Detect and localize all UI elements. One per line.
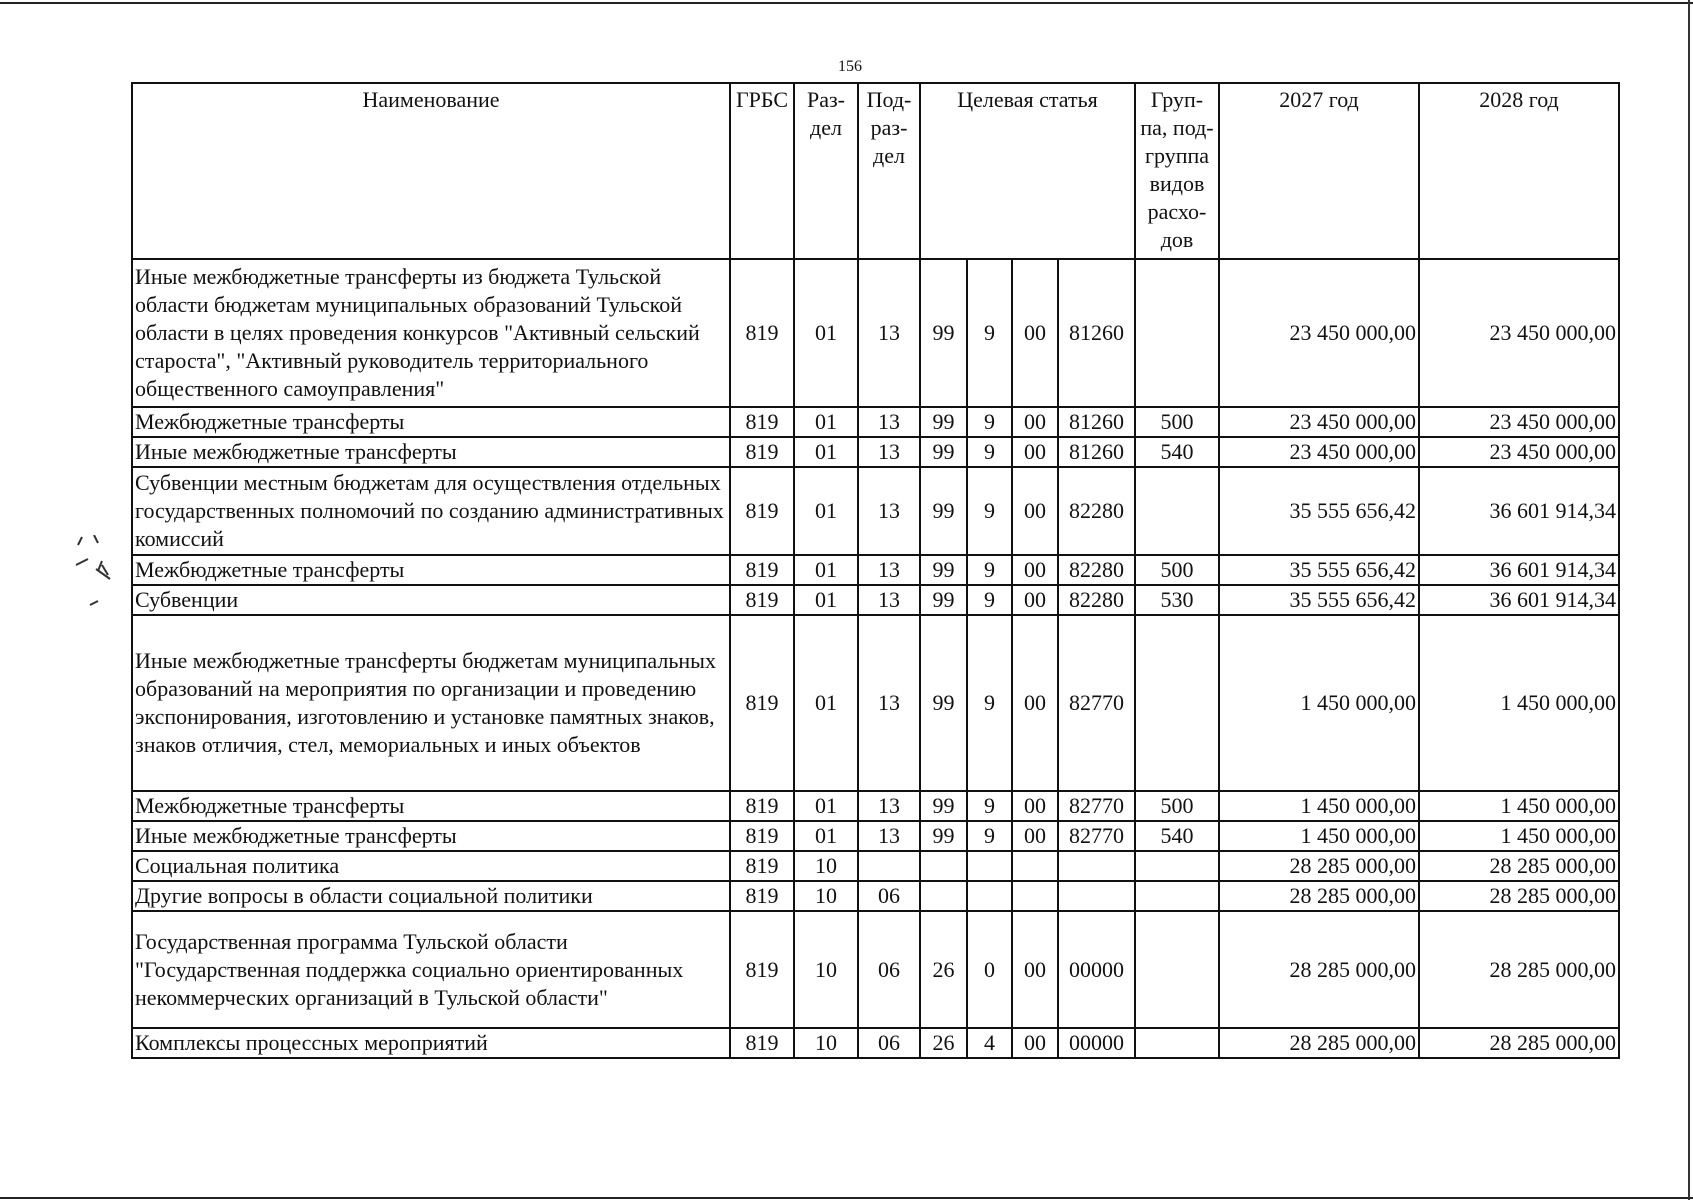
cell-target-1: 99 (920, 259, 967, 407)
table-row (132, 407, 1619, 437)
cell-2028: 1 450 000,00 (1419, 821, 1619, 851)
cell-razdel: 01 (794, 259, 858, 407)
cell-target-1: 26 (920, 1028, 967, 1058)
cell-razdel: 10 (794, 851, 858, 881)
cell-target-3: 00 (1012, 555, 1058, 585)
cell-target-4: 82280 (1058, 467, 1135, 555)
table-row (132, 555, 1619, 585)
cell-target-3: 00 (1012, 791, 1058, 821)
cell-target-3: 00 (1012, 467, 1058, 555)
cell-grbs: 819 (730, 1028, 794, 1058)
cell-2028: 28 285 000,00 (1419, 851, 1619, 881)
cell-2027: 1 450 000,00 (1219, 791, 1419, 821)
cell-razdel: 01 (794, 821, 858, 851)
header-grbs: ГРБС (730, 83, 794, 259)
cell-target-1 (920, 851, 967, 881)
cell-target-3: 00 (1012, 437, 1058, 467)
cell-razdel: 01 (794, 437, 858, 467)
table-row (132, 1028, 1619, 1058)
cell-target-1: 99 (920, 821, 967, 851)
cell-grbs: 819 (730, 615, 794, 791)
cell-grbs: 819 (730, 585, 794, 615)
table-row (132, 615, 1619, 791)
cell-2028: 23 450 000,00 (1419, 437, 1619, 467)
cell-2027: 28 285 000,00 (1219, 911, 1419, 1028)
cell-2027: 35 555 656,42 (1219, 585, 1419, 615)
cell-target-2: 9 (967, 791, 1012, 821)
cell-target-3: 00 (1012, 259, 1058, 407)
cell-razdel: 01 (794, 407, 858, 437)
cell-2027: 1 450 000,00 (1219, 615, 1419, 791)
cell-podrazdel: 13 (858, 791, 920, 821)
cell-grbs: 819 (730, 259, 794, 407)
cell-target-3: 00 (1012, 911, 1058, 1028)
cell-name: Субвенции (132, 585, 730, 615)
cell-target-1: 99 (920, 437, 967, 467)
cell-target-4 (1058, 881, 1135, 911)
cell-group (1135, 881, 1219, 911)
cell-group (1135, 615, 1219, 791)
cell-target-2: 9 (967, 615, 1012, 791)
header-group: Груп-па, под-группа видов расхо-дов (1135, 83, 1219, 259)
cell-2027: 1 450 000,00 (1219, 821, 1419, 851)
cell-target-2: 9 (967, 437, 1012, 467)
cell-group (1135, 259, 1219, 407)
cell-group (1135, 1028, 1219, 1058)
cell-target-1: 99 (920, 467, 967, 555)
table-row (132, 585, 1619, 615)
cell-2027: 35 555 656,42 (1219, 467, 1419, 555)
cell-target-2: 0 (967, 911, 1012, 1028)
cell-podrazdel: 13 (858, 407, 920, 437)
header-2027: 2027 год (1219, 83, 1419, 259)
cell-podrazdel: 06 (858, 881, 920, 911)
cell-name: Межбюджетные трансферты (132, 407, 730, 437)
page-number: 156 (838, 58, 862, 75)
cell-grbs: 819 (730, 881, 794, 911)
cell-2027: 23 450 000,00 (1219, 437, 1419, 467)
cell-target-2 (967, 851, 1012, 881)
cell-target-3: 00 (1012, 407, 1058, 437)
cell-name: Иные межбюджетные трансферты (132, 437, 730, 467)
cell-group (1135, 851, 1219, 881)
cell-razdel: 10 (794, 1028, 858, 1058)
cell-name: Другие вопросы в области социальной политики (132, 881, 730, 911)
cell-podrazdel: 13 (858, 821, 920, 851)
cell-grbs: 819 (730, 911, 794, 1028)
cell-podrazdel: 13 (858, 437, 920, 467)
cell-2028: 28 285 000,00 (1419, 881, 1619, 911)
table-row (132, 437, 1619, 467)
table-row (132, 791, 1619, 821)
cell-target-4: 82280 (1058, 585, 1135, 615)
table-row (132, 821, 1619, 851)
cell-target-1: 99 (920, 407, 967, 437)
cell-podrazdel: 13 (858, 467, 920, 555)
cell-2028: 23 450 000,00 (1419, 259, 1619, 407)
header-razdel: Раз-дел (794, 83, 858, 259)
cell-target-4: 81260 (1058, 437, 1135, 467)
cell-target-2: 9 (967, 407, 1012, 437)
cell-target-4: 82770 (1058, 821, 1135, 851)
cell-target-2: 4 (967, 1028, 1012, 1058)
cell-podrazdel: 06 (858, 911, 920, 1028)
cell-target-1: 99 (920, 555, 967, 585)
cell-target-4: 82280 (1058, 555, 1135, 585)
cell-group: 540 (1135, 821, 1219, 851)
cell-name: Социальная политика (132, 851, 730, 881)
cell-group (1135, 467, 1219, 555)
cell-grbs: 819 (730, 467, 794, 555)
cell-podrazdel (858, 851, 920, 881)
cell-podrazdel: 13 (858, 585, 920, 615)
cell-2028: 36 601 914,34 (1419, 555, 1619, 585)
table-row (132, 467, 1619, 555)
cell-podrazdel: 13 (858, 615, 920, 791)
cell-grbs: 819 (730, 821, 794, 851)
cell-target-4: 82770 (1058, 615, 1135, 791)
scan-edge-top (0, 2, 1693, 4)
header-row (132, 83, 1619, 259)
cell-2028: 1 450 000,00 (1419, 791, 1619, 821)
cell-razdel: 10 (794, 881, 858, 911)
budget-table (131, 82, 1620, 1059)
cell-name: Комплексы процессных мероприятий (132, 1028, 730, 1058)
cell-target-2 (967, 881, 1012, 911)
cell-2028: 36 601 914,34 (1419, 585, 1619, 615)
cell-target-1: 99 (920, 791, 967, 821)
cell-target-2: 9 (967, 259, 1012, 407)
cell-group: 540 (1135, 437, 1219, 467)
cell-2028: 23 450 000,00 (1419, 407, 1619, 437)
cell-razdel: 01 (794, 791, 858, 821)
cell-2027: 28 285 000,00 (1219, 881, 1419, 911)
cell-target-4: 00000 (1058, 911, 1135, 1028)
cell-target-4: 81260 (1058, 259, 1135, 407)
cell-2027: 28 285 000,00 (1219, 851, 1419, 881)
cell-target-3: 00 (1012, 585, 1058, 615)
cell-target-2: 9 (967, 555, 1012, 585)
cell-name: Иные межбюджетные трансферты из бюджета Тульской области бюджетам муниципальных образований Тульской области в целях проведения конкурсов "Активный сельский староста", "Активный руководитель территориального общественного самоуправления" (132, 259, 730, 407)
cell-target-4 (1058, 851, 1135, 881)
cell-target-2: 9 (967, 467, 1012, 555)
cell-podrazdel: 13 (858, 259, 920, 407)
cell-grbs: 819 (730, 437, 794, 467)
cell-name: Иные межбюджетные трансферты (132, 821, 730, 851)
header-podrazdel: Под-раз-дел (858, 83, 920, 259)
cell-podrazdel: 13 (858, 555, 920, 585)
cell-group: 500 (1135, 407, 1219, 437)
cell-razdel: 01 (794, 585, 858, 615)
cell-razdel: 01 (794, 467, 858, 555)
cell-target-3: 00 (1012, 821, 1058, 851)
cell-2028: 1 450 000,00 (1419, 615, 1619, 791)
cell-razdel: 01 (794, 555, 858, 585)
cell-2027: 35 555 656,42 (1219, 555, 1419, 585)
cell-target-1: 26 (920, 911, 967, 1028)
cell-target-3: 00 (1012, 615, 1058, 791)
cell-razdel: 10 (794, 911, 858, 1028)
cell-target-1: 99 (920, 615, 967, 791)
cell-podrazdel: 06 (858, 1028, 920, 1058)
cell-group: 530 (1135, 585, 1219, 615)
cell-group: 500 (1135, 791, 1219, 821)
table-row (132, 881, 1619, 911)
scan-edge-bottom (0, 1197, 1693, 1199)
cell-target-2: 9 (967, 821, 1012, 851)
cell-2027: 28 285 000,00 (1219, 1028, 1419, 1058)
cell-2028: 36 601 914,34 (1419, 467, 1619, 555)
cell-target-4: 81260 (1058, 407, 1135, 437)
cell-2028: 28 285 000,00 (1419, 911, 1619, 1028)
cell-grbs: 819 (730, 791, 794, 821)
header-target: Целевая статья (920, 83, 1135, 259)
cell-grbs: 819 (730, 555, 794, 585)
table-row (132, 259, 1619, 407)
cell-2027: 23 450 000,00 (1219, 407, 1419, 437)
cell-target-3 (1012, 881, 1058, 911)
header-2028: 2028 год (1419, 83, 1619, 259)
cell-2028: 28 285 000,00 (1419, 1028, 1619, 1058)
cell-target-4: 82770 (1058, 791, 1135, 821)
scan-edge-right (1688, 0, 1690, 1200)
table-row (132, 851, 1619, 881)
table-row (132, 911, 1619, 1028)
cell-grbs: 819 (730, 407, 794, 437)
cell-group (1135, 911, 1219, 1028)
cell-grbs: 819 (730, 851, 794, 881)
cell-target-4: 00000 (1058, 1028, 1135, 1058)
cell-razdel: 01 (794, 615, 858, 791)
cell-name: Субвенции местным бюджетам для осуществления отдельных государственных полномочий по созданию административных комиссий (132, 467, 730, 555)
cell-target-3: 00 (1012, 1028, 1058, 1058)
cell-2027: 23 450 000,00 (1219, 259, 1419, 407)
cell-target-2: 9 (967, 585, 1012, 615)
cell-target-1: 99 (920, 585, 967, 615)
cell-name: Межбюджетные трансферты (132, 791, 730, 821)
handwritten-marks (72, 535, 132, 635)
cell-group: 500 (1135, 555, 1219, 585)
cell-target-1 (920, 881, 967, 911)
cell-name: Межбюджетные трансферты (132, 555, 730, 585)
header-name: Наименование (132, 83, 730, 259)
cell-target-3 (1012, 851, 1058, 881)
cell-name: Иные межбюджетные трансферты бюджетам муниципальных образований на мероприятия по организации и проведению экспонирования, изготовлению и установке памятных знаков, знаков отличия, стел, мемориальных и иных объектов (132, 615, 730, 791)
cell-name: Государственная программа Тульской области "Государственная поддержка социально ориентированных некоммерческих организаций в Тульской области" (132, 911, 730, 1028)
